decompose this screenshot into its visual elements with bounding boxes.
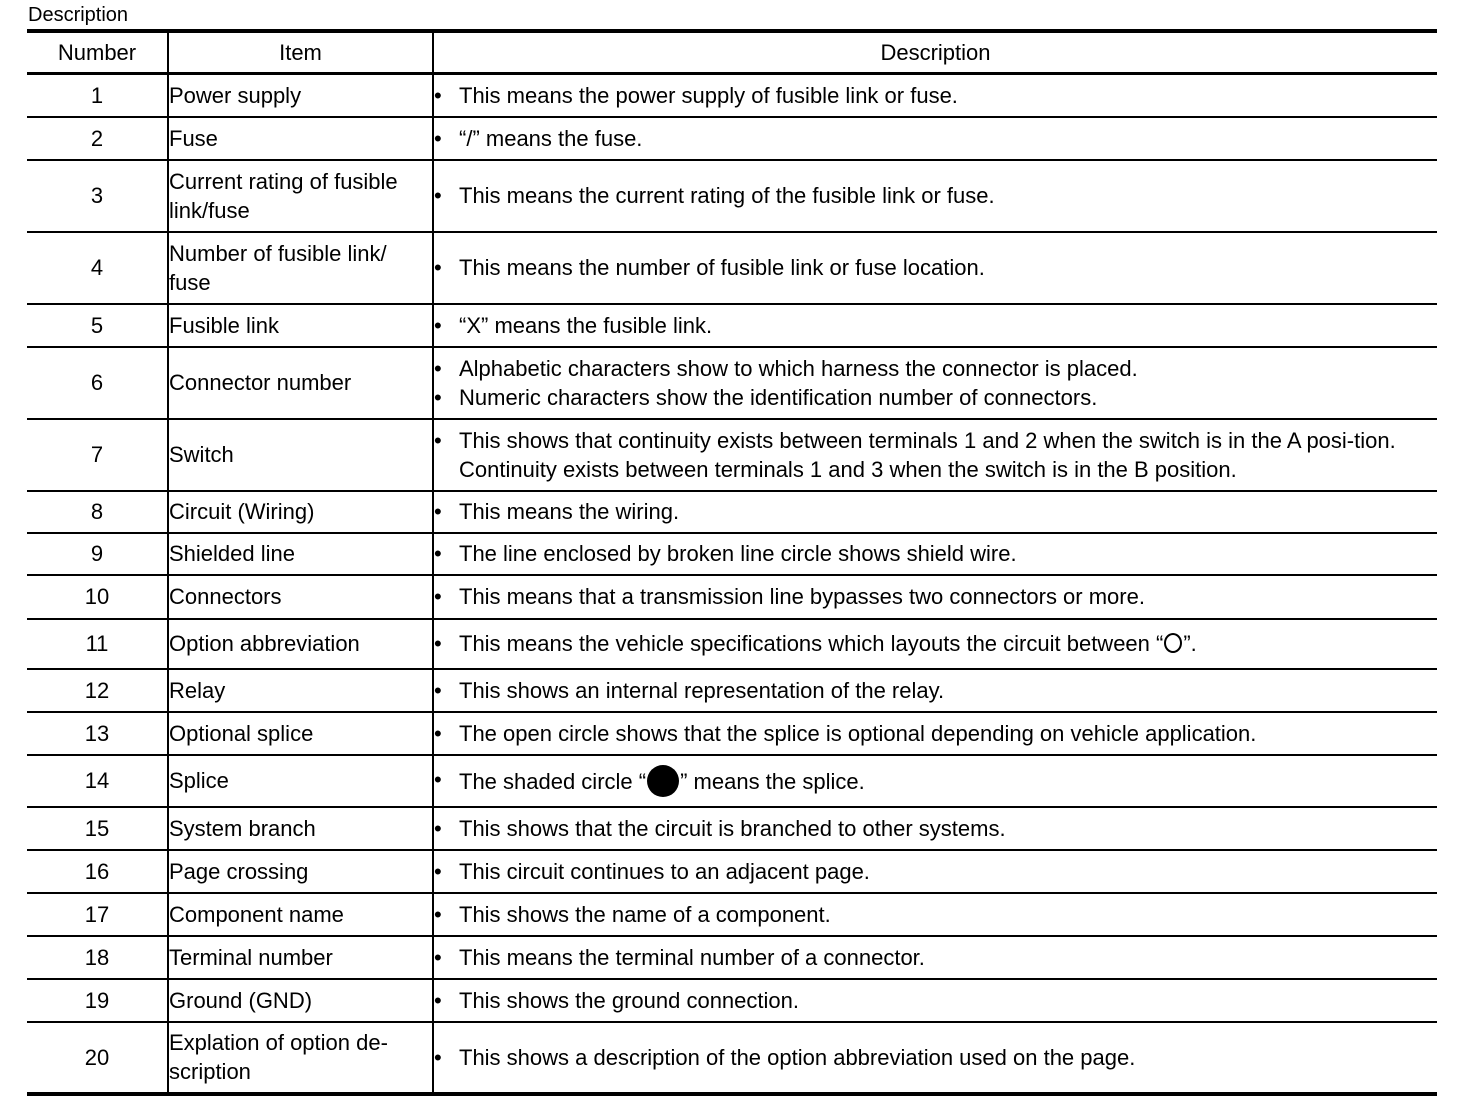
- table-row: [27, 936, 1437, 979]
- description-bullet-list: [434, 676, 1437, 705]
- table-row: [27, 419, 1437, 491]
- header-description: Description: [433, 31, 1437, 74]
- cell-description: [433, 74, 1437, 117]
- description-bullet: [434, 539, 1437, 568]
- cell-number: 9: [27, 533, 168, 575]
- description-bullet: [434, 81, 1437, 110]
- bullet-text: “/” means the fuse.: [459, 125, 643, 151]
- cell-description: [433, 755, 1437, 807]
- description-bullet: [434, 676, 1437, 705]
- description-bullet-list: [434, 719, 1437, 748]
- cell-number: 19: [27, 979, 168, 1022]
- cell-number: 10: [27, 575, 168, 619]
- description-bullet-list: [434, 900, 1437, 929]
- description-bullet-list: [434, 253, 1437, 282]
- description-bullet: [434, 497, 1437, 526]
- cell-item: Fusible link: [168, 304, 433, 347]
- cell-number: 4: [27, 232, 168, 304]
- cell-number: 1: [27, 74, 168, 117]
- cell-item: Number of fusible link/ fuse: [168, 232, 433, 304]
- description-bullet-list: [434, 426, 1437, 484]
- bullet-text: This circuit continues to an adjacent page.: [459, 858, 870, 884]
- cell-description: [433, 347, 1437, 419]
- description-table: [27, 29, 1437, 1096]
- cell-number: 5: [27, 304, 168, 347]
- bullet-text: This means the terminal number of a connector.: [459, 944, 925, 970]
- cell-item: Optional splice: [168, 712, 433, 755]
- cell-description: [433, 807, 1437, 850]
- description-bullet: [434, 629, 1437, 658]
- cell-item: Explation of option de-scription: [168, 1022, 433, 1094]
- cell-item: Power supply: [168, 74, 433, 117]
- table-caption: Description: [28, 4, 129, 26]
- description-bullet: [434, 181, 1437, 210]
- cell-item: Switch: [168, 419, 433, 491]
- cell-description: [433, 491, 1437, 533]
- open-circle-icon: [1164, 633, 1182, 653]
- description-bullet: [434, 986, 1437, 1015]
- table-row: [27, 979, 1437, 1022]
- cell-item: Circuit (Wiring): [168, 491, 433, 533]
- cell-description: [433, 850, 1437, 893]
- cell-item: Ground (GND): [168, 979, 433, 1022]
- cell-item: Shielded line: [168, 533, 433, 575]
- table-row: [27, 893, 1437, 936]
- cell-item: Connector number: [168, 347, 433, 419]
- cell-description: [433, 619, 1437, 669]
- bullet-text: Alphabetic characters show to which harness the connector is placed.: [459, 355, 1138, 381]
- table-row: [27, 74, 1437, 117]
- description-bullet: [434, 383, 1437, 412]
- bullet-text: “X” means the fusible link.: [459, 312, 713, 338]
- cell-item: Connectors: [168, 575, 433, 619]
- table-row: [27, 755, 1437, 807]
- description-bullet: [434, 943, 1437, 972]
- table-row: [27, 807, 1437, 850]
- description-bullet-list: [434, 857, 1437, 886]
- description-bullet: [434, 354, 1437, 383]
- description-bullet-list: [434, 765, 1437, 797]
- description-bullet: [434, 426, 1437, 484]
- description-bullet: [434, 719, 1437, 748]
- cell-item: Fuse: [168, 117, 433, 160]
- description-bullet: [434, 900, 1437, 929]
- table-row: [27, 1022, 1437, 1094]
- description-bullet-list: [434, 1043, 1437, 1072]
- cell-description: [433, 1022, 1437, 1094]
- bullet-text: This means the number of fusible link or fuse location.: [459, 255, 985, 280]
- cell-number: 18: [27, 936, 168, 979]
- table-row: [27, 160, 1437, 232]
- description-bullet-list: [434, 181, 1437, 210]
- header-number: Number: [27, 31, 168, 74]
- cell-description: [433, 160, 1437, 232]
- cell-number: 20: [27, 1022, 168, 1094]
- cell-number: 11: [27, 619, 168, 669]
- table-row: [27, 850, 1437, 893]
- table-row: [27, 575, 1437, 619]
- description-bullet: [434, 253, 1437, 282]
- cell-item: Page crossing: [168, 850, 433, 893]
- header-row: [27, 31, 1437, 74]
- description-bullet-list: [434, 539, 1437, 568]
- description-bullet: [434, 582, 1437, 611]
- cell-item: System branch: [168, 807, 433, 850]
- table-row: [27, 669, 1437, 712]
- cell-number: 2: [27, 117, 168, 160]
- cell-item: Option abbreviation: [168, 619, 433, 669]
- description-bullet-list: [434, 311, 1437, 340]
- cell-description: [433, 419, 1437, 491]
- bullet-text: This shows a description of the option abbreviation used on the page.: [459, 1044, 1136, 1070]
- table-row: [27, 304, 1437, 347]
- description-bullet: [434, 814, 1437, 843]
- bullet-text: This shows the name of a component.: [459, 901, 831, 927]
- bullet-text: The shaded circle “: [459, 768, 647, 794]
- bullet-text: The line enclosed by broken line circle shows shield wire.: [459, 541, 1017, 566]
- bullet-text: The open circle shows that the splice is optional depending on vehicle application.: [459, 720, 1257, 746]
- bullet-text: This means the wiring.: [459, 499, 680, 524]
- bullet-text: This means that a transmission line bypasses two connectors or more.: [459, 584, 1145, 609]
- filled-circle-icon: [647, 765, 679, 797]
- cell-description: [433, 669, 1437, 712]
- table-body: [27, 74, 1437, 1094]
- table-row: [27, 619, 1437, 669]
- description-bullet-list: [434, 582, 1437, 611]
- cell-description: [433, 533, 1437, 575]
- description-bullet-list: [434, 124, 1437, 153]
- description-bullet-list: [434, 81, 1437, 110]
- bullet-text: This means the vehicle specifications which layouts the circuit between “: [459, 631, 1164, 656]
- bullet-text: This shows that continuity exists between terminals 1 and 2 when the switch is in the A posi-tion. Continuity exists between terminals 1 and 3 when the switch is in the B position.: [459, 427, 1396, 482]
- bullet-text: This means the current rating of the fusible link or fuse.: [459, 183, 995, 208]
- cell-description: [433, 304, 1437, 347]
- cell-description: [433, 979, 1437, 1022]
- cell-description: [433, 232, 1437, 304]
- cell-description: [433, 893, 1437, 936]
- bullet-text: This means the power supply of fusible link or fuse.: [459, 82, 958, 108]
- cell-number: 16: [27, 850, 168, 893]
- description-bullet-list: [434, 629, 1437, 658]
- table-row: [27, 117, 1437, 160]
- table-header: [27, 31, 1437, 74]
- cell-number: 12: [27, 669, 168, 712]
- bullet-text: This shows that the circuit is branched to other systems.: [459, 815, 1006, 841]
- cell-item: Component name: [168, 893, 433, 936]
- description-bullet-list: [434, 986, 1437, 1015]
- cell-item: Relay: [168, 669, 433, 712]
- cell-item: Terminal number: [168, 936, 433, 979]
- table-row: [27, 232, 1437, 304]
- description-bullet-list: [434, 497, 1437, 526]
- description-bullet: [434, 857, 1437, 886]
- cell-item: Splice: [168, 755, 433, 807]
- cell-number: 14: [27, 755, 168, 807]
- header-item: Item: [168, 31, 433, 74]
- cell-description: [433, 712, 1437, 755]
- cell-number: 3: [27, 160, 168, 232]
- table-row: [27, 347, 1437, 419]
- description-bullet: [434, 311, 1437, 340]
- cell-item: Current rating of fusible link/fuse: [168, 160, 433, 232]
- cell-number: 17: [27, 893, 168, 936]
- cell-description: [433, 936, 1437, 979]
- table-row: [27, 712, 1437, 755]
- description-bullet-list: [434, 943, 1437, 972]
- description-bullet: [434, 765, 1437, 797]
- description-bullet: [434, 1043, 1437, 1072]
- cell-number: 8: [27, 491, 168, 533]
- description-bullet: [434, 124, 1437, 153]
- bullet-text-after: ” means the splice.: [680, 768, 865, 794]
- table-row: [27, 491, 1437, 533]
- bullet-text: Numeric characters show the identification number of connectors.: [459, 384, 1098, 410]
- cell-number: 7: [27, 419, 168, 491]
- cell-number: 15: [27, 807, 168, 850]
- cell-number: 6: [27, 347, 168, 419]
- table-row: [27, 533, 1437, 575]
- cell-number: 13: [27, 712, 168, 755]
- cell-description: [433, 117, 1437, 160]
- bullet-text: This shows an internal representation of the relay.: [459, 677, 945, 703]
- cell-description: [433, 575, 1437, 619]
- bullet-text-after: ”.: [1183, 631, 1197, 656]
- bullet-text: This shows the ground connection.: [459, 987, 799, 1013]
- description-bullet-list: [434, 814, 1437, 843]
- description-bullet-list: [434, 354, 1437, 412]
